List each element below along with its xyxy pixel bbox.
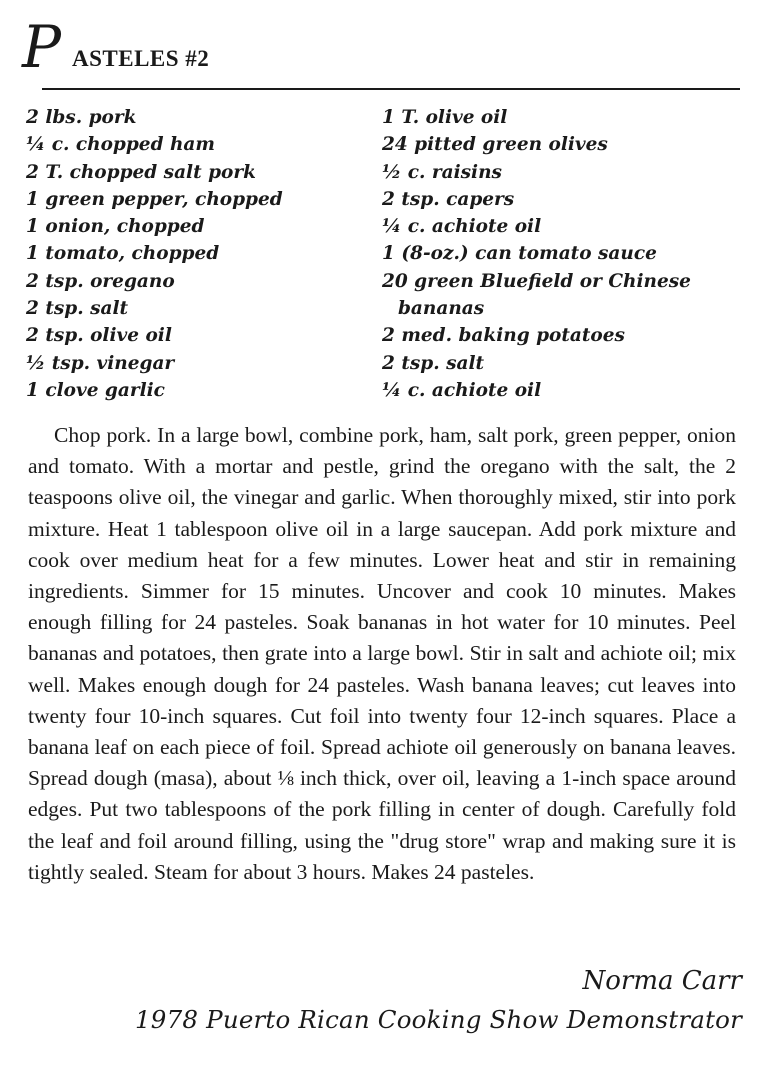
ingredient-item: 2 lbs. pork [26, 107, 137, 128]
ingredient-item: 2 tsp. oregano [26, 270, 175, 292]
title-text: ASTELES #2 [72, 46, 210, 71]
ingredient-item: ½ c. raisins [382, 161, 502, 183]
ingredients-list [26, 104, 726, 404]
ingredient-item-continuation: bananas [398, 298, 485, 320]
title-underline [42, 88, 740, 90]
ingredient-item: 2 tsp. salt [26, 298, 129, 320]
ingredient-item: ¼ c. achiote oil [382, 379, 542, 401]
ingredient-item: 2 tsp. salt [382, 352, 485, 374]
title-initial: P [22, 13, 62, 81]
ingredient-item: 1 (8-oz.) can tomato sauce [382, 243, 657, 265]
author-title: 1978 Puerto Rican Cooking Show Demonstrator [135, 1005, 742, 1034]
ingredient-item: 2 tsp. capers [382, 188, 515, 210]
ingredient-item: ¼ c. chopped ham [26, 134, 215, 156]
recipe-title [22, 13, 722, 81]
ingredient-item: 1 tomato, chopped [26, 243, 220, 265]
ingredient-item: 1 T. olive oil [382, 107, 508, 128]
author-name: Norma Carr [582, 966, 742, 996]
ingredient-item: 20 green Bluefield or Chinese [382, 270, 691, 292]
ingredient-item: ½ tsp. vinegar [26, 352, 175, 374]
ingredient-item: ¼ c. achiote oil [382, 216, 542, 238]
ingredients-column-left [26, 104, 366, 404]
ingredient-item: 24 pitted green olives [382, 134, 608, 156]
ingredient-item: 2 med. baking potatoes [382, 325, 625, 347]
ingredient-item: 1 onion, chopped [26, 216, 205, 238]
ingredient-item: 1 green pepper, chopped [26, 188, 283, 210]
ingredient-item: 2 tsp. olive oil [26, 325, 172, 347]
ingredient-item: 1 clove garlic [26, 379, 165, 401]
ingredients-column-right [382, 104, 722, 404]
ingredient-item: 2 T. chopped salt pork [26, 161, 256, 183]
recipe-directions: Chop pork. In a large bowl, combine pork, ham, salt pork, green pepper, onion and tomato. With a mortar and pestle, grind the oregano with the salt, the 2 teaspoons olive oil, the vinegar and garlic. When thoroughly mixed, stir into pork mixture. Heat 1 tablespoon olive oil in a large saucepan. Add pork mixture and cook over medium heat for a few minutes. Lower heat and stir in remaining ingredients. Simmer for 15 minutes. Uncover and cook 10 minutes. Makes enough filling for 24 pasteles. Soak bananas in hot water for 10 minutes. Peel bananas and potatoes, then grate into a large bowl. Stir in salt and achiote oil; mix well. Makes enough dough for 24 pasteles. Wash banana leaves; cut leaves into twenty four 10-inch squares. Cut foil into twenty four 12-inch squares. Place a banana leaf on each piece of foil. Spread achiote oil generously on banana leaves. Spread dough (masa), about ⅛ inch thick, over oil, leaving a 1-inch space around edges. Put two tablespoons of the pork filling in center of dough. Carefully fold the leaf and foil around filling, using the "drug store" wrap and making sure it is tightly sealed. Steam for about 3 hours. Makes 24 pasteles. [28, 423, 736, 884]
